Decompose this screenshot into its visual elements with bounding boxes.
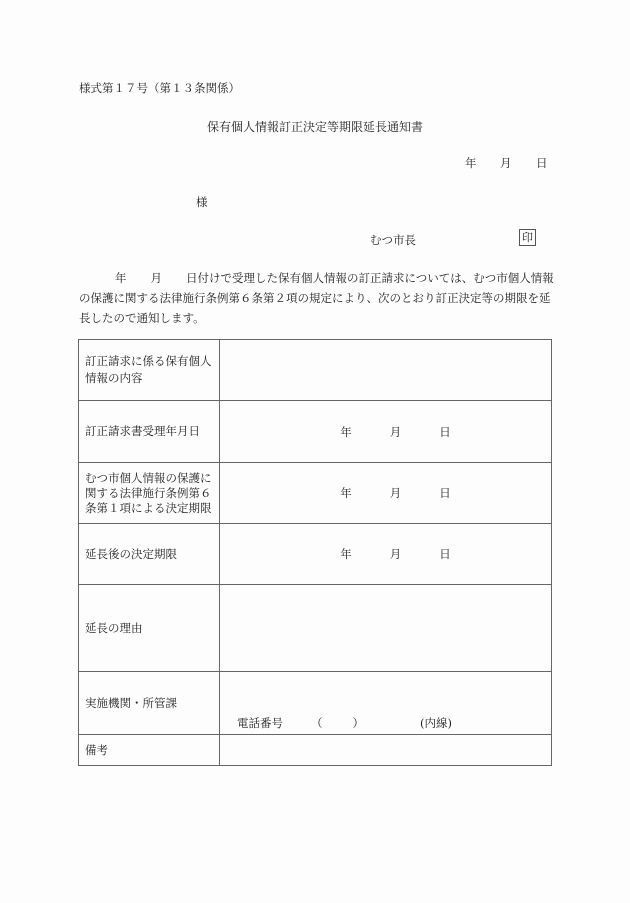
year-label: 年 [340, 424, 352, 439]
month-label: 月 [389, 424, 402, 439]
table-row [79, 401, 552, 463]
extended-deadline-cell[interactable] [220, 524, 552, 585]
original-deadline-cell[interactable] [220, 463, 552, 524]
notice-body [79, 268, 559, 328]
issuer-name: むつ市長 [370, 233, 416, 247]
day-label: 日 [439, 486, 451, 500]
document-title: 保有個人情報訂正決定等期限延長通知書 [206, 120, 423, 134]
row-label: 備考 [79, 735, 220, 766]
month-label: 月 [389, 547, 402, 561]
body-month: 月 [150, 271, 162, 285]
remarks-cell[interactable] [220, 735, 552, 766]
row-label: 訂正請求書受理年月日 [79, 401, 220, 463]
content-cell[interactable] [220, 340, 552, 401]
row-label: 延長後の決定期限 [79, 524, 220, 585]
phone-line [237, 715, 452, 731]
extension-label: (内線) [420, 716, 452, 730]
day-label: 日 [439, 547, 451, 561]
month-label: 月 [389, 486, 402, 500]
row-label: 延長の理由 [79, 585, 220, 672]
day-label: 日 [439, 424, 451, 439]
paren-close: ） [352, 716, 364, 730]
table-row [79, 524, 552, 585]
addressee-suffix: 様 [196, 195, 208, 209]
phone-label: 電話番号 [237, 716, 283, 730]
row-label: 実施機関・所管課 [79, 672, 220, 735]
row-label: むつ市個人情報の保護に関する法律施行条例第６条第１項による決定期限 [79, 463, 220, 524]
table-row [79, 340, 552, 401]
table-row [79, 463, 552, 524]
row-label: 訂正請求に係る保有個人情報の内容 [79, 340, 220, 401]
table-row [79, 672, 552, 735]
table-row [79, 585, 552, 672]
year-label: 年 [340, 547, 352, 561]
notice-table [78, 339, 552, 766]
date-year-label: 年 [465, 156, 477, 170]
receipt-date-cell[interactable] [220, 401, 552, 463]
seal-mark: 印 [519, 229, 536, 246]
table-row [79, 735, 552, 766]
form-number: 様式第１７号（第１３条関係） [79, 81, 240, 95]
department-cell[interactable] [220, 672, 552, 735]
reason-cell[interactable] [220, 585, 552, 672]
paren-open: （ [311, 716, 323, 730]
body-year: 年 [115, 271, 127, 285]
body-text: 日付けで受理した保有個人情報の訂正請求については、むつ市個人情報の保護に関する法律施行条例第６条第２項の規定により、次のとおり訂正決定等の期限を延長したので通知します。 [79, 271, 554, 325]
date-month-label: 月 [500, 156, 512, 170]
year-label: 年 [340, 486, 352, 500]
date-day-label: 日 [536, 156, 548, 170]
